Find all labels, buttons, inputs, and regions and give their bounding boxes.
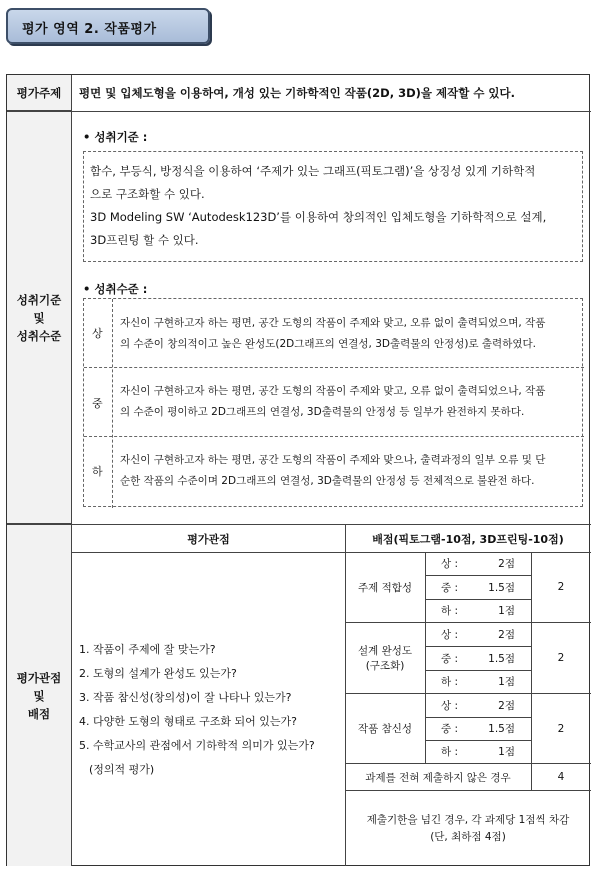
evaluation-table (6, 74, 590, 866)
grade-label: 중 : (441, 581, 459, 594)
grade-label: 상 : (441, 558, 459, 570)
standard-line: 3D프린팅 할 수 있다. (90, 233, 199, 247)
grade-points: 1.5점 (488, 723, 515, 735)
grade-label: 상 : (441, 629, 459, 641)
evaluation-label-line: 배점 (27, 706, 51, 721)
grade-label: 하 : (441, 746, 459, 758)
grade-row (425, 575, 531, 599)
criterion-name (345, 623, 425, 693)
level-row-divider (84, 367, 584, 368)
level-col-divider (112, 299, 113, 508)
viewpoint-item: 1. 작품이 주제에 잘 맞는가? (79, 643, 216, 656)
late-note-line: (단, 최하점 4점) (430, 831, 506, 843)
standard-box (83, 151, 583, 262)
grade-row (425, 670, 531, 693)
subject-label (7, 75, 72, 111)
grade-row (425, 740, 531, 763)
grade-points: 2점 (498, 700, 515, 712)
standard-title: • 성취기준 : (83, 130, 148, 144)
criterion-name-text: 설계 완성도 (357, 645, 413, 657)
grade-points: 1점 (498, 605, 515, 617)
criterion-name-text: 작품 참신성 (357, 723, 413, 735)
grade-points: 2점 (498, 558, 515, 570)
criterion-name-text: 주제 적합성 (357, 581, 413, 594)
level-mid-line: 의 수준이 평이하고 2D그래프의 연결성, 3D출력물의 안정성 등 일부가 완전하지 못하다. (120, 406, 525, 418)
no-submit-score: 4 (557, 771, 565, 783)
grade-row (425, 717, 531, 740)
grade-label: 하 : (441, 676, 459, 688)
criterion-total: 2 (557, 581, 565, 593)
viewpoint-item: 5. 수학교사의 관점에서 기하학적 의미가 있는가? (79, 739, 315, 752)
grade-label: 중 : (441, 652, 459, 665)
late-note-line: 제출기한을 넘긴 경우, 각 과제당 1점씩 차감 (366, 814, 570, 826)
no-submit-text: 과제를 전혀 제출하지 않은 경우 (365, 771, 511, 784)
grade-points: 1.5점 (488, 581, 515, 594)
subject-text: 평면 및 입체도형을 이용하여, 개성 있는 기하학적인 작품(2D, 3D)을 제작할 수 있다. (79, 86, 516, 100)
standard-line: 함수, 부등식, 방정식을 이용하여 ‘주제가 있는 그래프(픽토그램)’을 상징성 있게 기하학적 (90, 164, 536, 178)
grade-row (425, 623, 531, 646)
level-low-line: 순한 작품의 수준이며 2D그래프의 연결성, 3D출력물의 안정성 등 전체적으로 불완전 하다. (120, 475, 535, 487)
criterion-name (345, 552, 425, 622)
level-low-line: 자신이 구현하고자 하는 평면, 공간 도형의 작품이 주제와 맞으나, 출력과정의 일부 오류 및 단 (120, 454, 546, 466)
evaluation-label (7, 525, 72, 866)
achievement-label-line: 성취기준 (16, 292, 62, 307)
grade-points: 2점 (498, 629, 515, 641)
section-header (6, 8, 210, 44)
grade-points: 1.5점 (488, 652, 515, 665)
late-note (345, 791, 591, 867)
evaluation-label-line: 평가관점 (16, 670, 62, 685)
col-header-view: 평가관점 (187, 532, 230, 546)
grade-points: 1점 (498, 746, 515, 758)
achievement-label-line: 및 (33, 310, 45, 325)
col-header-score: 배점(픽토그램-10점, 3D프린팅-10점) (372, 532, 564, 546)
level-mid-line: 자신이 구현하고자 하는 평면, 공간 도형의 작품이 주제와 맞고, 오류 없이 출력되었으나, 작품 (120, 385, 546, 397)
level-high-line: 자신이 구현하고자 하는 평면, 공간 도형의 작품이 주제와 맞고, 오류 없이 출력되었으며, 작품 (120, 317, 546, 329)
viewpoint-list (79, 638, 344, 782)
grade-points: 1점 (498, 676, 515, 688)
criterion-total: 2 (557, 652, 565, 664)
grade-row (425, 552, 531, 575)
level-high-line: 의 수준이 창의적이고 높은 완성도(2D그래프의 연결성, 3D출력물의 안정성)로 출력하였다. (120, 338, 536, 350)
grade-label: 하 : (441, 605, 459, 617)
grade-row (425, 694, 531, 717)
criterion-total: 2 (557, 722, 565, 735)
row-divider (7, 111, 591, 112)
grade-label: 중 : (441, 723, 459, 735)
standard-line: 3D Modeling SW ‘Autodesk123D’를 이용하여 창의적인 입체도형을 기하학적으로 설계, (90, 210, 547, 224)
viewpoint-item: 4. 다양한 도형의 형태로 구조화 되어 있는가? (79, 715, 297, 728)
achievement-label (7, 112, 72, 524)
section-title: 평가 영역 2. 작품평가 (22, 22, 157, 37)
evaluation-label-line: 및 (33, 688, 45, 703)
grade-row (425, 646, 531, 670)
level-mark-high: 상 (92, 327, 103, 340)
viewpoint-note: (정의적 평가) (89, 763, 155, 776)
level-title: • 성취수준 : (83, 282, 148, 296)
grade-row (425, 599, 531, 622)
standard-line: 으로 구조화할 수 있다. (90, 187, 205, 201)
subject-label-text: 평가주제 (16, 85, 62, 100)
criterion-name (345, 694, 425, 763)
viewpoint-item: 3. 작품 참신성(창의성)이 잘 나타나 있는가? (79, 691, 292, 704)
criterion-name-text: (구조화) (365, 660, 405, 672)
grade-label: 상 : (441, 700, 459, 712)
level-mark-low: 하 (92, 465, 103, 478)
level-box (83, 298, 583, 507)
achievement-label-line: 성취수준 (16, 328, 62, 343)
viewpoint-item: 2. 도형의 설계가 완성도 있는가? (79, 667, 237, 680)
level-row-divider (84, 436, 584, 437)
level-mark-mid: 중 (92, 397, 103, 410)
